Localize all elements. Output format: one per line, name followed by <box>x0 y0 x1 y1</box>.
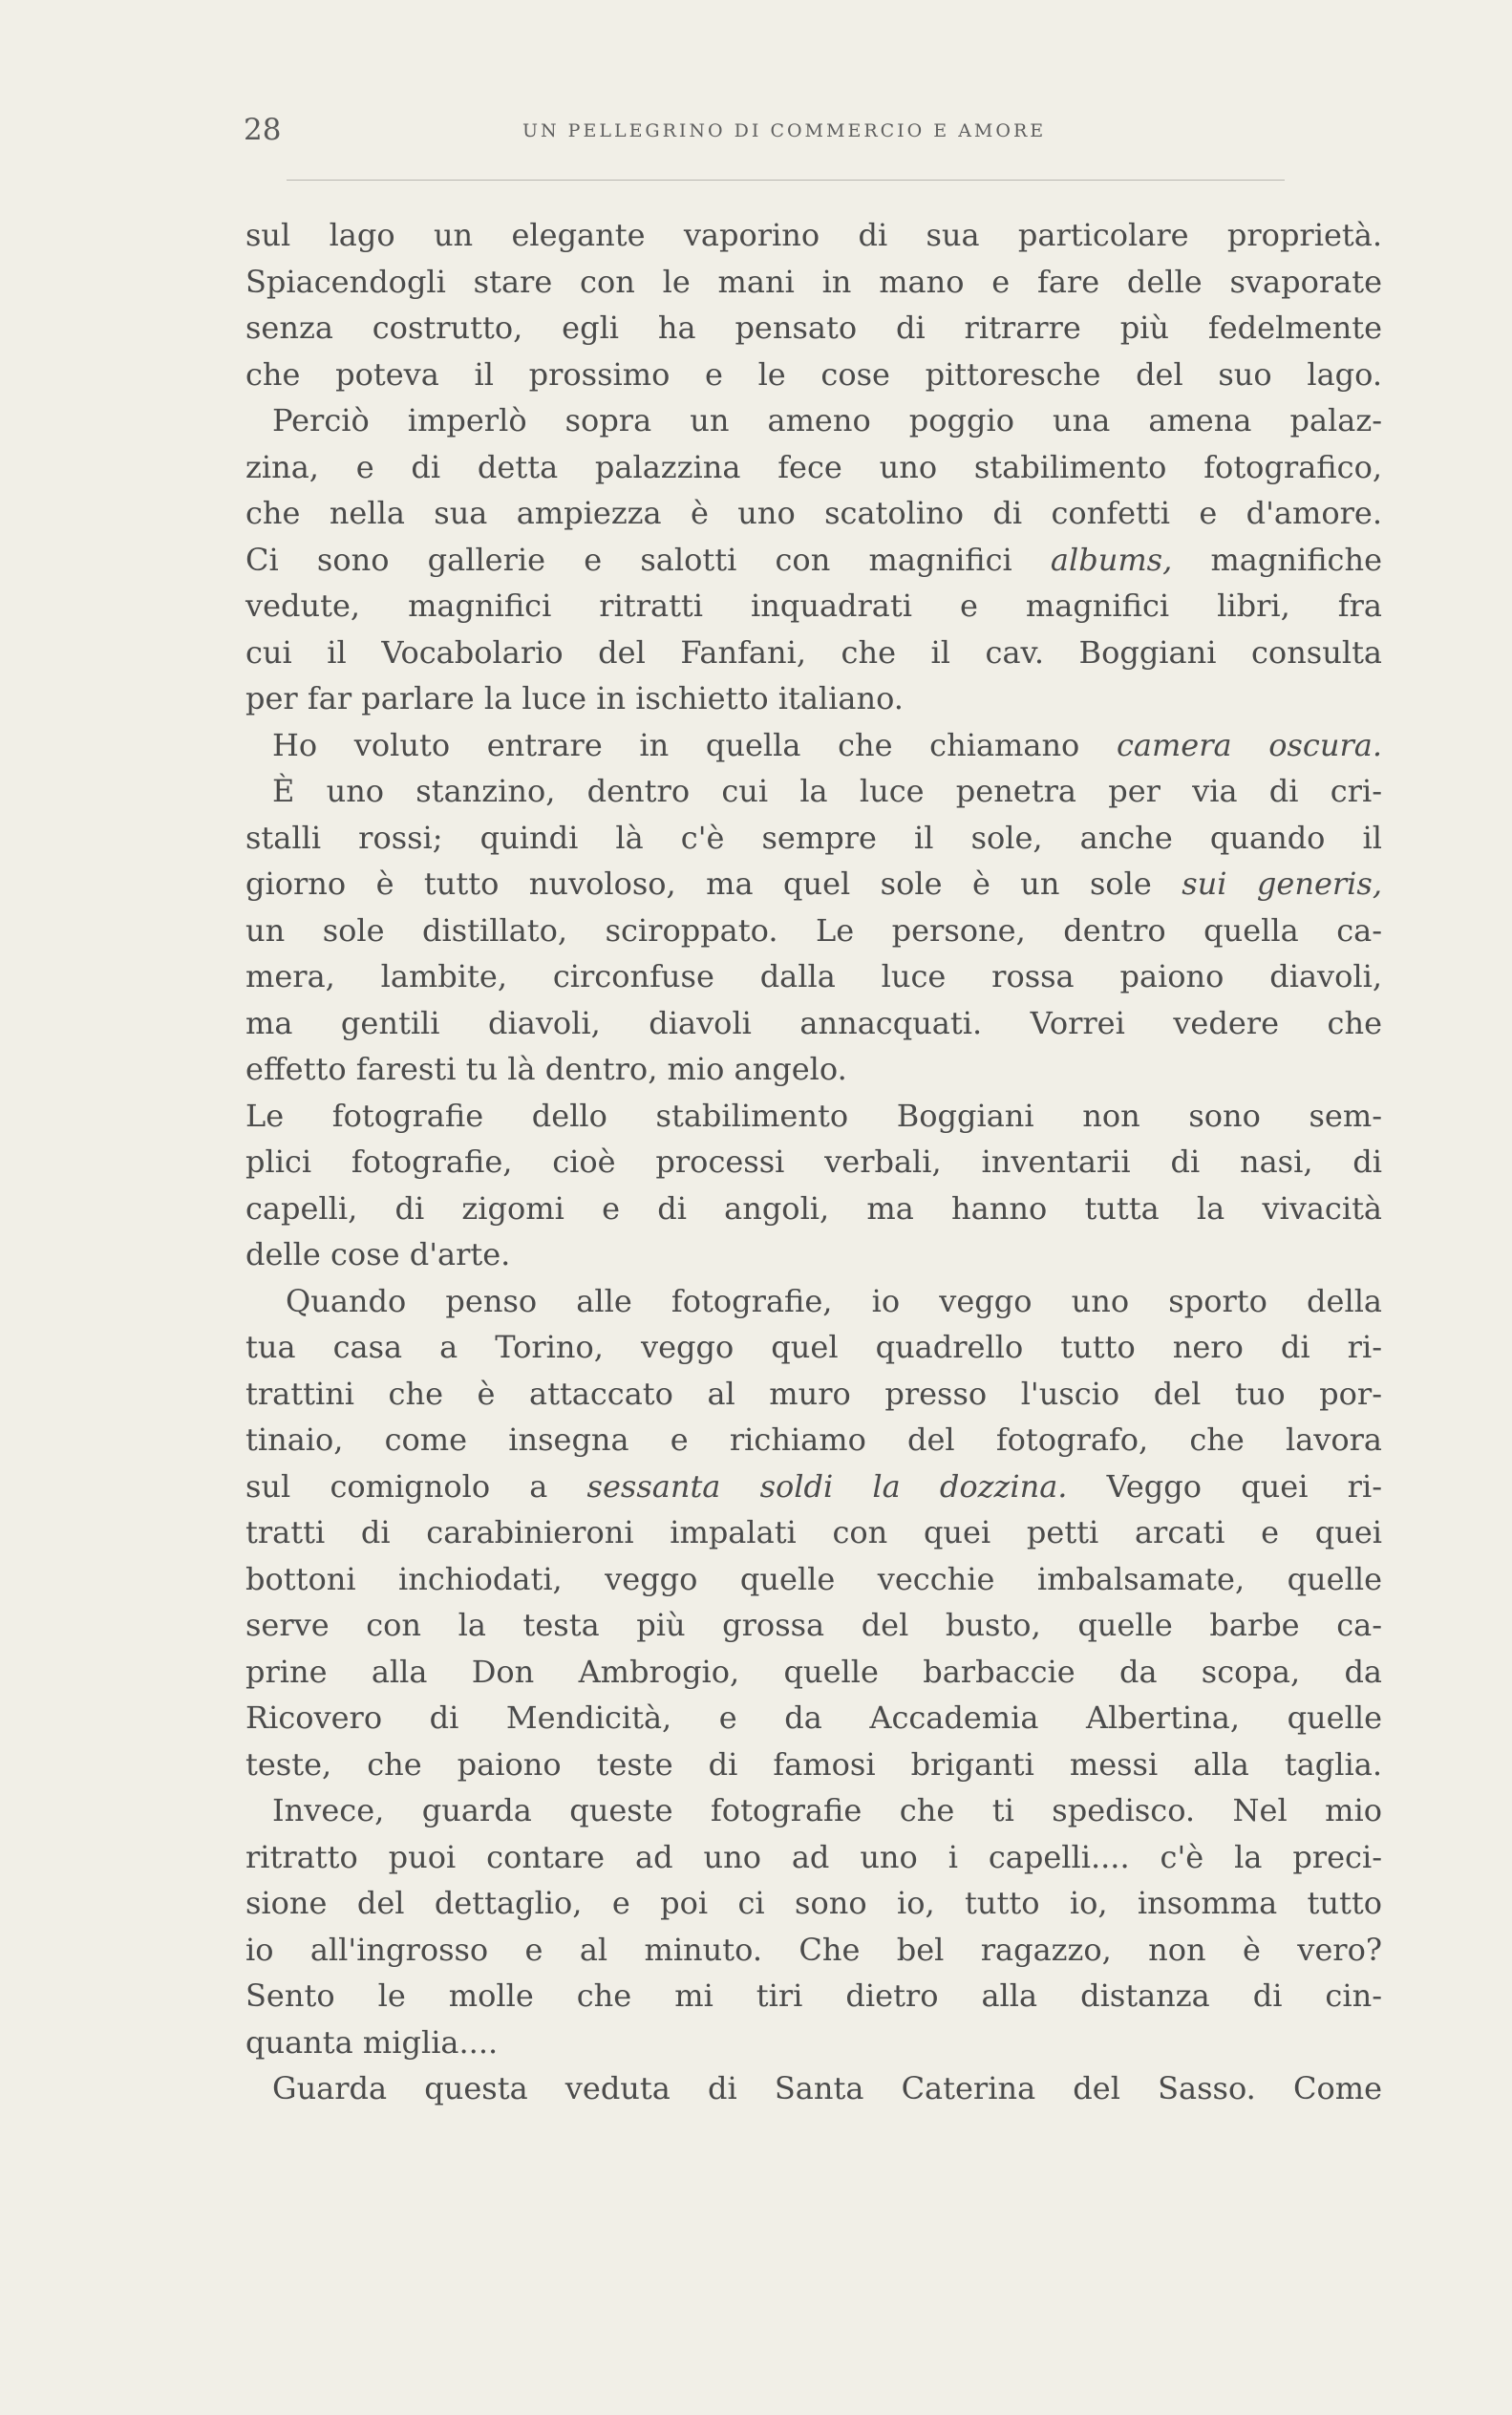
text-line: cui il Vocabolario del Fanfani, che il cav. Boggiani consulta <box>245 633 1382 671</box>
text-line <box>245 1464 1382 1510</box>
page-number: 28 <box>244 113 282 147</box>
text-span: giorno è tutto nuvoloso, ma quel sole è un sole <box>245 866 1182 902</box>
text-line: capelli, di zigomi e di angoli, ma hanno tutta la vivacità <box>245 1189 1382 1227</box>
text-line: stalli rossi; quindi là c'è sempre il sole, anche quando il <box>245 819 1382 856</box>
text-line: teste, che paiono teste di famosi briganti messi alla taglia. <box>245 1745 1382 1783</box>
paragraph-start-line: Perciò imperlò sopra un ameno poggio una amena palaz- <box>272 402 1382 438</box>
paragraph-start-line: Le fotografie dello stabilimento Boggiani non sono sem- <box>245 1097 1382 1134</box>
text-line: tinaio, come insegna e richiamo del fotografo, che lavora <box>245 1421 1382 1458</box>
text-span: sul comignolo a <box>245 1467 587 1505</box>
text-line: tua casa a Torino, veggo quel quadrello tutto nero di ri- <box>245 1329 1382 1365</box>
page-header <box>244 113 1382 160</box>
italic-term: camera oscura. <box>1116 726 1383 763</box>
text-line: serve con la testa più grossa del busto, quelle barbe ca- <box>245 1607 1382 1643</box>
text-line: Spiacendogli stare con le mani in mano e fare delle svaporate <box>245 263 1382 300</box>
paragraph-start-line: Invece, guarda queste fotografie che ti spedisco. Nel mio <box>272 1792 1382 1828</box>
paragraph-end-line: delle cose d'arte. <box>245 1236 511 1272</box>
text-line: ma gentili diavoli, diavoli annacquati. Vorrei vedere che <box>245 1004 1382 1041</box>
running-title: UN PELLEGRINO DI COMMERCIO E AMORE <box>522 120 1047 141</box>
text-line: plici fotografie, cioè processi verbali, inventarii di nasi, di <box>245 1143 1382 1180</box>
text-line: senza costrutto, egli ha pensato di ritrarre più fedelmente <box>245 310 1382 346</box>
italic-term: sessanta soldi la dozzina. <box>586 1467 1068 1505</box>
text-line <box>245 861 1382 908</box>
text-span: magnifiche <box>1172 541 1383 578</box>
text-line: Ricovero di Mendicità, e da Accademia Albertina, quelle <box>245 1699 1382 1736</box>
text-line: ritratto puoi contare ad uno ad uno i capelli.... c'è la preci- <box>245 1838 1382 1875</box>
paragraph-end-line: per far parlare la luce in ischietto italiano. <box>245 680 904 716</box>
paragraph-end-line: quanta miglia.... <box>245 2023 499 2061</box>
text-line: vedute, magnifici ritratti inquadrati e magnifici libri, fra <box>245 588 1382 624</box>
text-line: Sento le molle che mi tiri dietro alla distanza di cin- <box>245 1977 1382 2014</box>
text-line: un sole distillato, sciroppato. Le persone, dentro quella ca- <box>245 911 1382 949</box>
text-line: sul lago un elegante vaporino di sua particolare proprietà. <box>245 217 1382 253</box>
text-span: Ci sono gallerie e salotti con magnifici <box>245 541 1051 578</box>
text-line: che poteva il prossimo e le cose pittoresche del suo lago. <box>245 355 1382 393</box>
text-line: sione del dettaglio, e poi ci sono io, tutto io, insomma tutto <box>245 1885 1382 1921</box>
text-span: Veggo quei ri- <box>1067 1467 1383 1505</box>
text-span: Ho voluto entrare in quella che chiamano <box>272 726 1117 763</box>
text-line: È uno stanzino, dentro cui la luce penetra per via di cri- <box>272 773 1382 809</box>
text-line: trattini che è attaccato al muro presso l'uscio del tuo por- <box>245 1375 1382 1412</box>
text-line: che nella sua ampiezza è uno scatolino di confetti e d'amore. <box>245 495 1382 531</box>
text-line: prine alla Don Ambrogio, quelle barbaccie da scopa, da <box>245 1653 1382 1690</box>
text-line: tratti di carabinieroni impalati con quei petti arcati e quei <box>245 1514 1382 1550</box>
text-line: zina, e di detta palazzina fece uno stabilimento fotografico, <box>245 448 1382 485</box>
text-line: io all'ingrosso e al minuto. Che bel ragazzo, non è vero? <box>245 1931 1382 1968</box>
paragraph-start-line: Quando penso alle fotografie, io veggo uno sporto della <box>286 1282 1382 1319</box>
body-text <box>245 212 1382 2112</box>
paragraph-start-line <box>245 722 1382 769</box>
paragraph-end-line: effetto faresti tu là dentro, mio angelo. <box>245 1051 847 1087</box>
text-line <box>245 537 1382 584</box>
text-line: mera, lambite, circonfuse dalla luce rossa paiono diavoli, <box>245 958 1382 994</box>
text-line: bottoni inchiodati, veggo quelle vecchie imbalsamate, quelle <box>245 1560 1382 1597</box>
paragraph-start-line: Guarda questa veduta di Santa Caterina del Sasso. Come <box>272 2070 1382 2106</box>
italic-term: sui generis, <box>1182 866 1383 902</box>
italic-term: albums, <box>1050 541 1173 578</box>
header-rule <box>287 180 1285 181</box>
